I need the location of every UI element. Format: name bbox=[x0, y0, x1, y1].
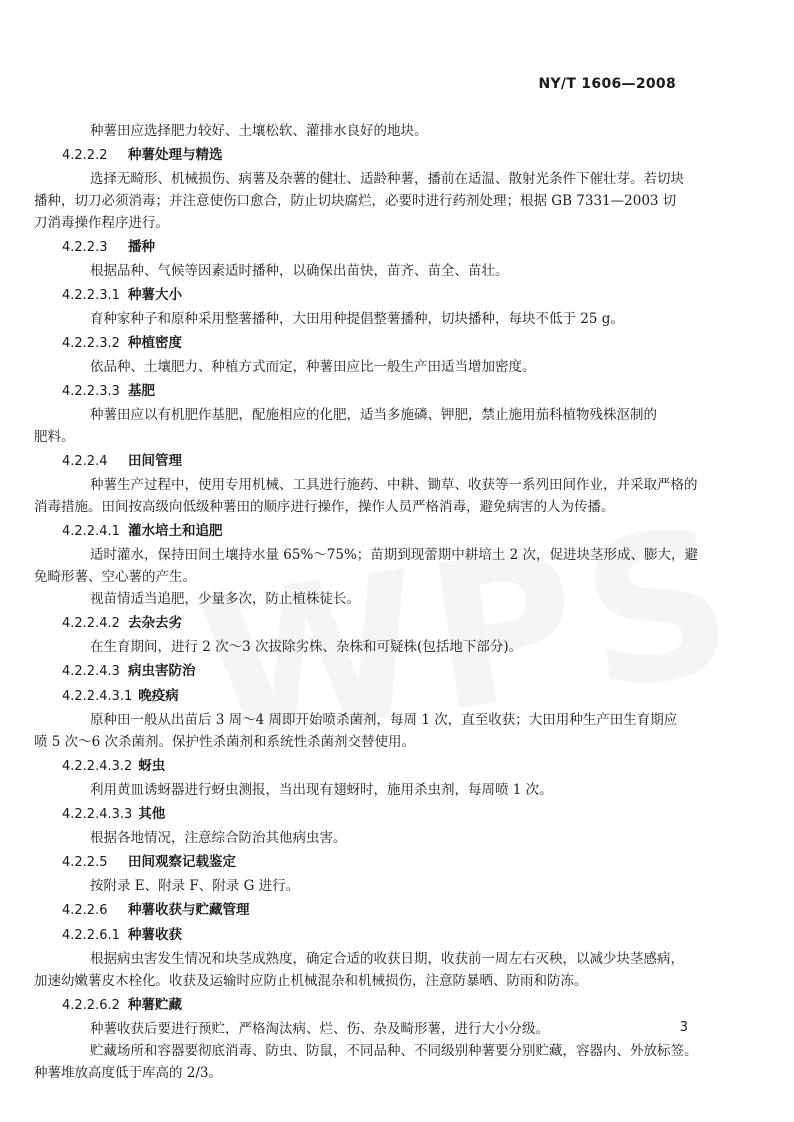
section-title: 种薯贮藏 bbox=[128, 997, 182, 1013]
section-number: 4.2.2.4.3.2 bbox=[62, 759, 133, 774]
section-heading bbox=[62, 755, 702, 778]
paragraph bbox=[62, 636, 702, 658]
paragraph bbox=[34, 709, 702, 753]
section-title: 播种 bbox=[128, 239, 155, 255]
section-title: 种薯收获与贮藏管理 bbox=[128, 902, 250, 918]
section-heading bbox=[62, 803, 702, 826]
paragraph-line: 种薯田应选择肥力较好、土壤松软、灌排水良好的地块。 bbox=[90, 123, 428, 139]
paragraph-line: 种薯收获后要进行预贮，严格淘汰病、烂、伤、杂及畸形薯，进行大小分级。 bbox=[90, 1021, 549, 1037]
paragraph-line: 种薯生产过程中，使用专用机械、工具进行施药、中耕、锄草、收获等一系列田间作业，并采取严格的 bbox=[90, 477, 698, 493]
paragraph-line: 刀消毒操作程序进行。 bbox=[34, 215, 169, 231]
section-heading bbox=[62, 660, 702, 683]
section-number: 4.2.2.6.2 bbox=[62, 998, 120, 1013]
paragraph bbox=[62, 588, 702, 610]
section-number: 4.2.2.4.2 bbox=[62, 616, 120, 631]
paragraph-line: 喷 5 次～6 次杀菌剂。保护性杀菌剂和系统性杀菌剂交替使用。 bbox=[34, 734, 416, 750]
section-number: 4.2.2.3 bbox=[62, 240, 108, 255]
section-title: 田间管理 bbox=[128, 453, 182, 469]
paragraph bbox=[62, 875, 702, 897]
paragraph-line: 免畸形薯、空心薯的产生。 bbox=[34, 569, 196, 585]
section-number: 4.2.2.2 bbox=[62, 148, 108, 163]
section-title: 晚疫病 bbox=[138, 688, 179, 704]
section-number: 4.2.2.3.1 bbox=[62, 288, 120, 303]
paragraph bbox=[34, 948, 702, 992]
paragraph bbox=[62, 1018, 702, 1040]
paragraph bbox=[62, 308, 702, 330]
section-heading bbox=[62, 450, 702, 473]
paragraph bbox=[62, 779, 702, 801]
section-number: 4.2.2.4.3.1 bbox=[62, 689, 133, 704]
paragraph-line: 根据病虫害发生情况和块茎成熟度，确定合适的收获日期，收获前一周左右灭秧，以减少块茎感病， bbox=[90, 951, 684, 967]
section-heading bbox=[62, 380, 702, 403]
section-number: 4.2.2.6.1 bbox=[62, 928, 120, 943]
section-number: 4.2.2.4.1 bbox=[62, 524, 120, 539]
section-heading bbox=[62, 236, 702, 259]
paragraph-line: 根据各地情况，注意综合防治其他病虫害。 bbox=[90, 830, 347, 846]
section-heading bbox=[62, 851, 702, 874]
page-number: 3 bbox=[679, 1020, 688, 1035]
paragraph-line: 依品种、土壤肥力、种植方式而定，种薯田应比一般生产田适当增加密度。 bbox=[90, 359, 536, 375]
paragraph bbox=[34, 474, 702, 518]
section-title: 病虫害防治 bbox=[128, 663, 196, 679]
paragraph-line: 消毒措施。田间按高级向低级种薯田的顺序进行操作，操作人员严格消毒，避免病害的人为传播。 bbox=[34, 499, 615, 515]
paragraph-line: 种薯田应以有机肥作基肥，配施相应的化肥，适当多施磷、钾肥，禁止施用茄科植物残株沤制的 bbox=[90, 407, 657, 423]
standard-number: NY/T 1606—2008 bbox=[538, 76, 676, 92]
paragraph-line: 播种，切刀必须消毒；并注意使伤口愈合，防止切块腐烂，必要时进行药剂处理；根据 GB 7331—2003 切 bbox=[34, 193, 677, 209]
section-heading bbox=[62, 144, 702, 167]
section-heading bbox=[62, 685, 702, 708]
paragraph-line: 贮藏场所和容器要彻底消毒、防虫、防鼠，不同品种、不同级别种薯要分别贮藏，容器内、外放标签。 bbox=[90, 1043, 698, 1059]
section-number: 4.2.2.3.3 bbox=[62, 384, 120, 399]
section-number: 4.2.2.6 bbox=[62, 903, 108, 918]
paragraph bbox=[62, 827, 702, 849]
paragraph-line: 加速幼嫩薯皮木栓化。收获及运输时应防止机械混杂和机械损伤，注意防暴晒、防雨和防冻。 bbox=[34, 973, 588, 989]
section-number: 4.2.2.3.2 bbox=[62, 336, 120, 351]
document-body bbox=[34, 120, 702, 1084]
section-number: 4.2.2.4.3 bbox=[62, 664, 120, 679]
paragraph-line: 按附录 E、附录 F、附录 G 进行。 bbox=[90, 878, 300, 894]
paragraph bbox=[34, 1040, 702, 1084]
section-heading bbox=[62, 520, 702, 543]
section-number: 4.2.2.4.3.3 bbox=[62, 807, 133, 822]
section-title: 蚜虫 bbox=[138, 758, 166, 774]
paragraph-line: 种薯堆放高度低于库高的 2/3。 bbox=[34, 1065, 223, 1081]
section-title: 其他 bbox=[138, 806, 166, 822]
section-title: 基肥 bbox=[128, 383, 155, 399]
paragraph-line: 肥料。 bbox=[34, 429, 75, 445]
section-title: 种薯大小 bbox=[128, 287, 182, 303]
paragraph bbox=[34, 168, 702, 234]
section-title: 种植密度 bbox=[128, 335, 182, 351]
paragraph-line: 原种田一般从出苗后 3 周～4 周即开始喷杀菌剂，每周 1 次，直至收获；大田用种生产田生育期应 bbox=[90, 712, 678, 728]
section-number: 4.2.2.5 bbox=[62, 855, 108, 870]
paragraph-line: 在生育期间，进行 2 次～3 次拔除劣株、杂株和可疑株(包括地下部分)。 bbox=[90, 639, 523, 655]
paragraph bbox=[34, 404, 702, 448]
paragraph-line: 育种家种子和原种采用整薯播种，大田用种提倡整薯播种，切块播种，每块不低于 25 g。 bbox=[90, 311, 624, 327]
section-heading bbox=[62, 612, 702, 635]
section-number: 4.2.2.4 bbox=[62, 454, 108, 469]
section-title: 灌水培土和追肥 bbox=[128, 523, 223, 539]
paragraph-line: 适时灌水，保持田间土壤持水量 65%～75%；苗期到现蕾期中耕培土 2 次，促进块茎形成、膨大，避 bbox=[90, 547, 698, 563]
section-heading bbox=[62, 899, 702, 922]
paragraph-line: 根据品种、气候等因素适时播种，以确保出苗快，苗齐、苗全、苗壮。 bbox=[90, 263, 509, 279]
section-title: 田间观察记载鉴定 bbox=[128, 854, 236, 870]
section-title: 去杂去劣 bbox=[128, 615, 182, 631]
paragraph bbox=[34, 544, 702, 588]
section-title: 种薯收获 bbox=[128, 927, 182, 943]
section-heading bbox=[62, 994, 702, 1017]
section-heading bbox=[62, 332, 702, 355]
paragraph-line: 视苗情适当追肥，少量多次，防止植株徒长。 bbox=[90, 591, 360, 607]
paragraph-line: 利用黄皿诱蚜器进行蚜虫测报，当出现有翅蚜时，施用杀虫剂，每周喷 1 次。 bbox=[90, 782, 553, 798]
section-heading bbox=[62, 284, 702, 307]
paragraph-line: 选择无畸形、机械损伤、病薯及杂薯的健壮、适龄种薯，播前在适温、散射光条件下催壮芽。若切块 bbox=[90, 171, 684, 187]
paragraph bbox=[62, 120, 702, 142]
section-title: 种薯处理与精选 bbox=[128, 147, 223, 163]
section-heading bbox=[62, 924, 702, 947]
paragraph bbox=[62, 260, 702, 282]
paragraph bbox=[62, 356, 702, 378]
